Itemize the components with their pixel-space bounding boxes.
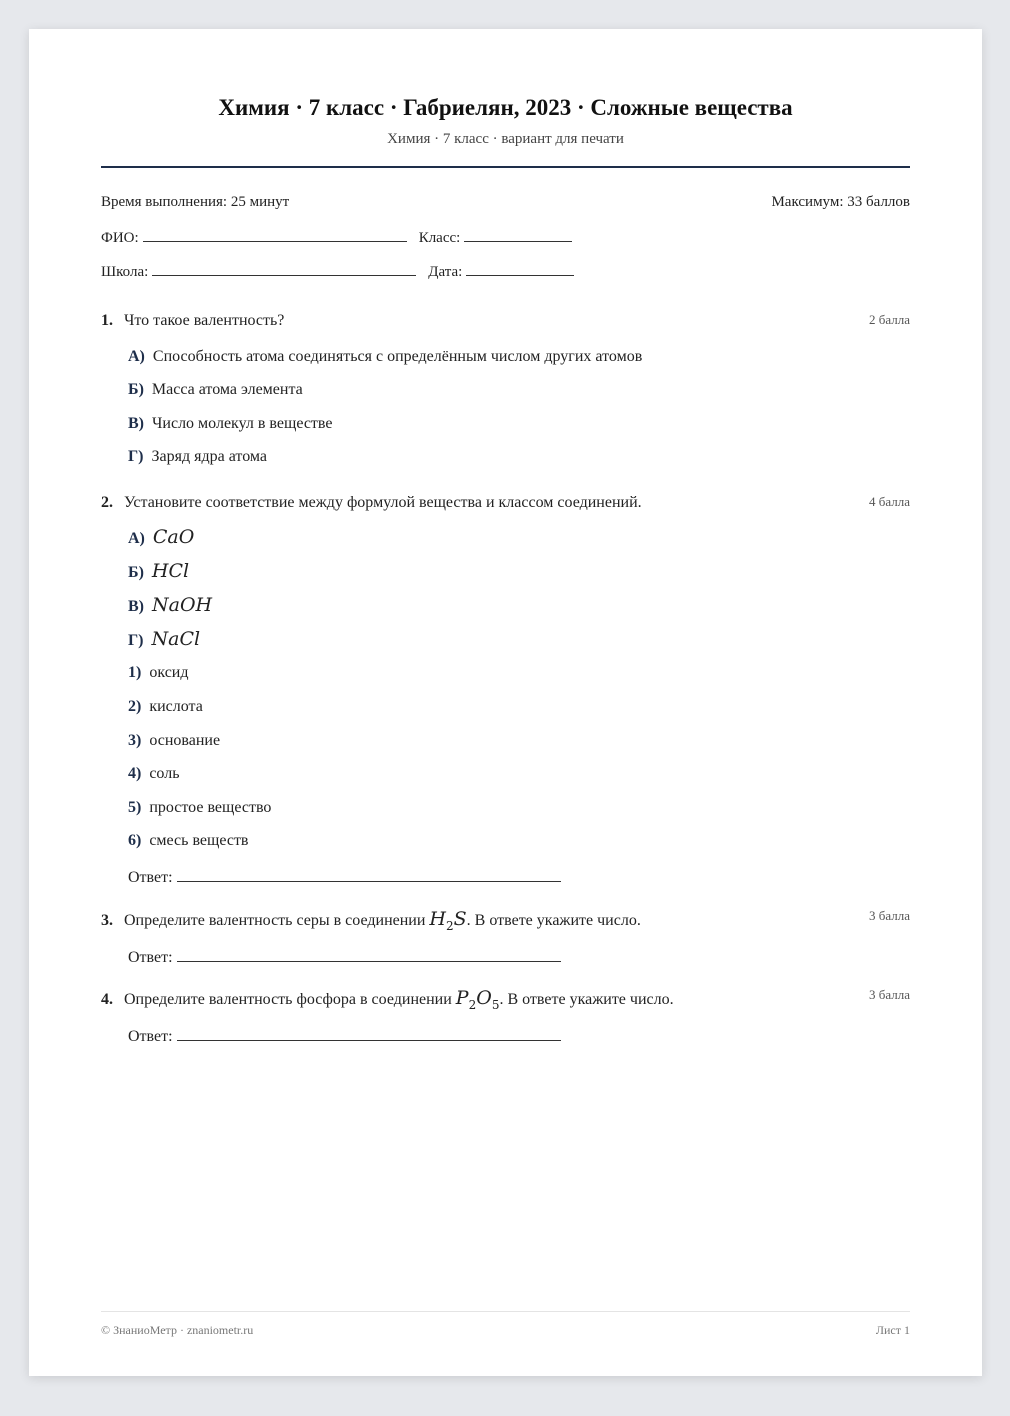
date-label: Дата:	[428, 264, 463, 280]
answer-label: Ответ:	[128, 1028, 173, 1045]
question-text: Что такое валентность?	[124, 312, 285, 329]
option-item[interactable]	[128, 415, 332, 433]
page-title: Химия · 7 класс · Габриелян, 2023 · Сложные вещества	[218, 95, 793, 120]
class-number: 2)	[128, 698, 142, 715]
class-item	[128, 732, 220, 750]
formula-item	[128, 594, 212, 616]
option-letter: Г)	[128, 632, 144, 649]
class-number: 5)	[128, 799, 142, 816]
class-text: кислота	[149, 698, 203, 715]
question-header	[101, 494, 910, 512]
question-points: 3 балла	[869, 987, 910, 1002]
question-number: 1.	[101, 312, 113, 329]
header-divider	[101, 166, 910, 168]
answer-row	[128, 946, 561, 967]
class-number: 4)	[128, 765, 142, 782]
class-field[interactable]	[464, 226, 572, 242]
page-content	[101, 29, 910, 1376]
option-text: Число молекул в веществе	[152, 415, 333, 432]
option-item[interactable]	[128, 381, 303, 399]
question-text: Установите соответствие между формулой вещества и классом соединений.	[124, 494, 642, 511]
class-text: простое вещество	[149, 799, 272, 816]
option-item[interactable]	[128, 348, 642, 366]
question-1	[101, 312, 910, 330]
question-number: 3.	[101, 912, 113, 929]
max-score: Максимум: 33 баллов	[771, 194, 910, 210]
formula-item	[128, 628, 200, 650]
class-text: соль	[149, 765, 180, 782]
formula: $H_2S$	[429, 908, 467, 933]
class-item	[128, 698, 203, 716]
option-letter: Б)	[128, 381, 144, 398]
class-text: основание	[149, 732, 221, 749]
answer-row	[128, 1025, 561, 1046]
question-points: 4 балла	[869, 494, 910, 509]
question-points: 3 балла	[869, 908, 910, 923]
footer-divider	[101, 1311, 910, 1312]
option-letter: А)	[128, 348, 145, 365]
answer-field[interactable]	[177, 1025, 561, 1041]
formula-text: HCl	[151, 560, 190, 582]
class-item	[128, 799, 271, 817]
formula-text: CaO	[152, 526, 195, 548]
option-text: Заряд ядра атома	[151, 448, 268, 465]
school-label: Школа:	[101, 264, 149, 280]
option-letter: Г)	[128, 448, 144, 465]
question-2	[101, 494, 910, 512]
worksheet-page	[29, 29, 982, 1376]
option-letter: А)	[128, 530, 145, 547]
option-item[interactable]	[128, 448, 267, 466]
question-number: 2.	[101, 494, 113, 511]
time-limit: Время выполнения: 25 минут	[101, 194, 290, 210]
fio-row	[101, 226, 572, 247]
class-number: 1)	[128, 664, 142, 681]
question-header	[101, 908, 910, 933]
class-text: смесь веществ	[149, 832, 249, 849]
option-letter: В)	[128, 415, 144, 432]
answer-field[interactable]	[177, 866, 561, 882]
footer-copyright: © ЗнаниоМетр · znaniometr.ru	[101, 1323, 254, 1337]
class-item	[128, 664, 189, 682]
option-text: Масса атома элемента	[151, 381, 303, 398]
question-4	[101, 987, 910, 1012]
fio-field[interactable]	[143, 226, 407, 242]
date-field[interactable]	[466, 260, 574, 276]
fio-label: ФИО:	[101, 230, 139, 246]
class-item	[128, 765, 180, 783]
option-letter: Б)	[128, 564, 144, 581]
formula-item	[128, 526, 194, 548]
formula-item	[128, 560, 189, 582]
class-number: 6)	[128, 832, 142, 849]
answer-label: Ответ:	[128, 869, 173, 886]
question-header	[101, 987, 910, 1012]
question-header	[101, 312, 910, 330]
question-text: Определите валентность серы в соединении $H_2S$. В ответе укажите число.	[124, 908, 641, 933]
question-number: 4.	[101, 991, 113, 1008]
class-number: 3)	[128, 732, 142, 749]
school-field[interactable]	[152, 260, 416, 276]
question-points: 2 балла	[869, 312, 910, 327]
footer-page-number: Лист 1	[875, 1323, 910, 1337]
answer-row	[128, 866, 561, 887]
answer-label: Ответ:	[128, 949, 173, 966]
answer-field[interactable]	[177, 946, 561, 962]
formula: $P_2O_5$	[455, 987, 500, 1012]
class-item	[128, 832, 248, 850]
option-text: Способность атома соединяться с определённым числом других атомов	[152, 348, 643, 365]
meta-row	[101, 194, 910, 211]
question-3	[101, 908, 910, 933]
page-subtitle: Химия · 7 класс · вариант для печати	[387, 131, 624, 147]
option-letter: В)	[128, 598, 144, 615]
class-label: Класс:	[418, 230, 461, 246]
question-text: Определите валентность фосфора в соединении $P_2O_5$. В ответе укажите число.	[124, 987, 674, 1012]
formula-text: NaOH	[152, 594, 213, 616]
class-text: оксид	[149, 664, 189, 681]
school-row	[101, 260, 574, 281]
formula-text: NaCl	[151, 628, 201, 650]
